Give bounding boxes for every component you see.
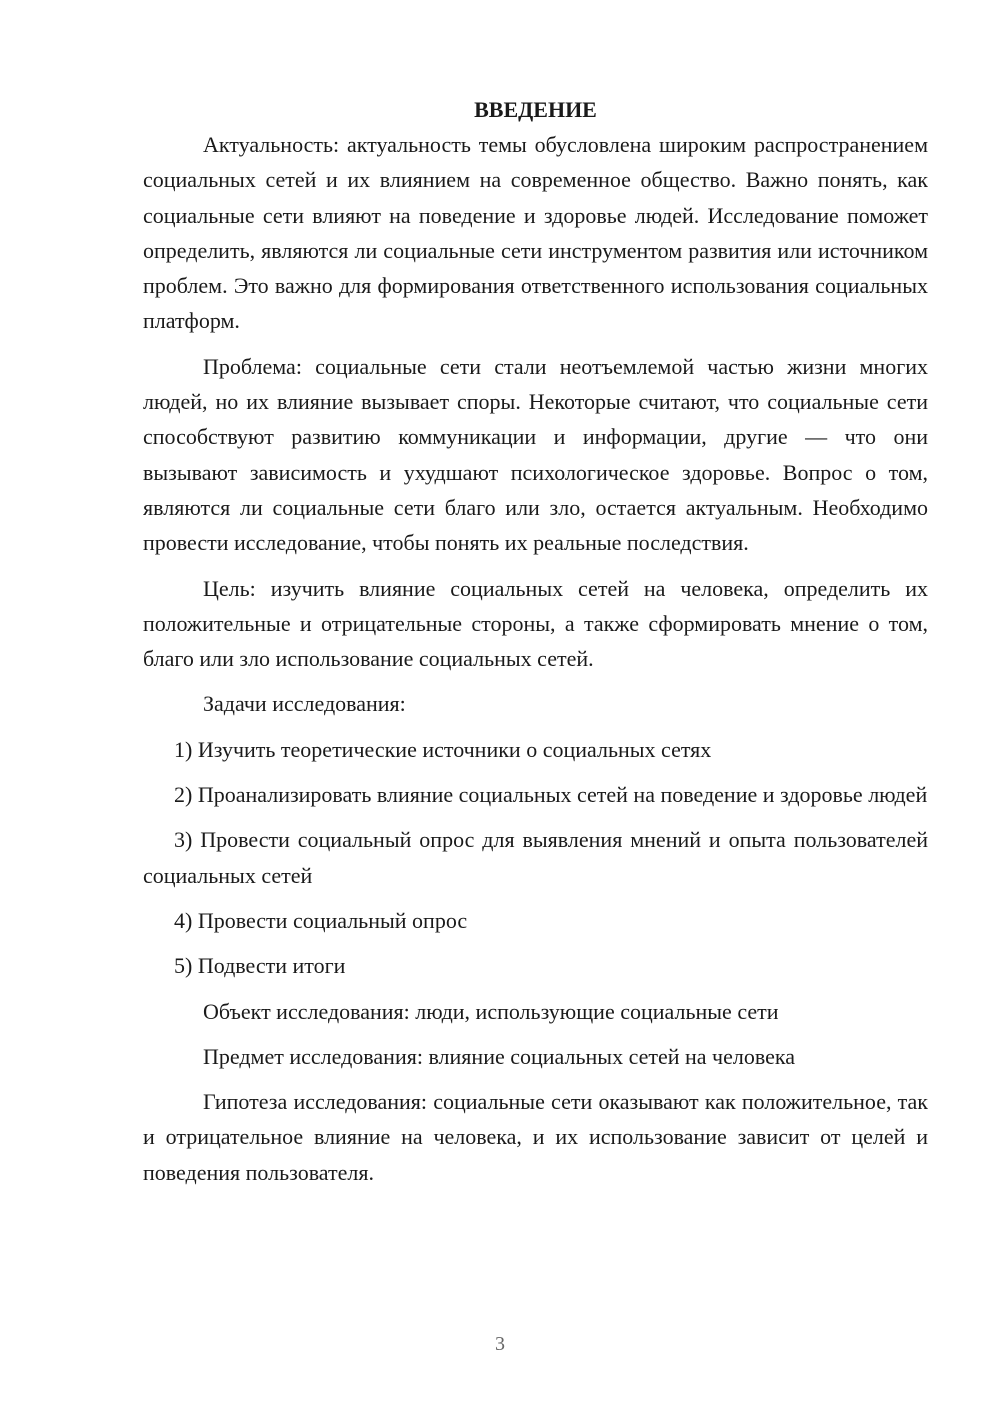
problem-paragraph: Проблема: социальные сети стали неотъемлемой частью жизни многих людей, но их влияние вызывает споры. Некоторые считают, что социальные сети способствуют развитию коммуникации и информации, другие — что они вызывают зависимость и ухудшают психологическое здоровье. Вопрос о том, являются ли социальные сети благо или зло, остается актуальным. Необходимо провести исследование, чтобы понять их реальные последствия. [143,353,928,556]
page-number: 3 [495,1333,505,1355]
relevance-paragraph: Актуальность: актуальность темы обусловлена широким распространением социальных сетей и их влиянием на современное общество. Важно понять, как социальные сети влияют на поведение и здоровье людей. Исследование поможет определить, являются ли социальные сети инструментом развития или источником проблем. Это важно для формирования ответственного использования социальных платформ. [143,132,928,334]
task-item-5: 5) Подвести итоги [174,953,346,979]
object-paragraph: Объект исследования: люди, использующие социальные сети [203,998,779,1024]
task-item-3: 3) Провести социальный опрос для выявления мнений и опыта пользователей социальных сетей [143,827,928,888]
hypothesis-paragraph: Гипотеза исследования: социальные сети оказывают как положительное, так и отрицательное влияние на человека, и их использование зависит от целей и поведения пользователя. [143,1089,928,1185]
subject-paragraph: Предмет исследования: влияние социальных сетей на человека [203,1043,796,1069]
task-item-4: 4) Провести социальный опрос [174,907,468,933]
goal-paragraph: Цель: изучить влияние социальных сетей на человека, определить их положительные и отрицательные стороны, а также сформировать мнение о том, благо или зло использование социальных сетей. [143,575,928,672]
section-title: ВВЕДЕНИЕ [474,97,597,122]
document-page [143,92,928,1200]
task-item-1: 1) Изучить теоретические источники о социальных сетях [174,736,712,762]
task-item-2: 2) Проанализировать влияние социальных сетей на поведение и здоровье людей [174,782,928,808]
tasks-heading: Задачи исследования: [203,691,406,717]
